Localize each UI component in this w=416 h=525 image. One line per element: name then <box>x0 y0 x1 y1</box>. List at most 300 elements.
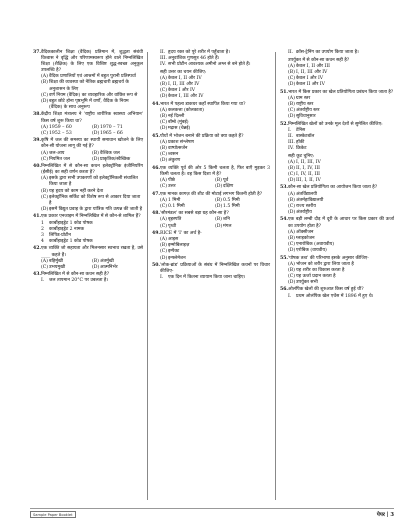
option-text: वैदिक प्रणालियों एवं आश्रमों में बहुत पुरानी प्रतिस्पर्धा <box>49 74 136 80</box>
question-text: RICE में 'I' का अर्थ है- <box>160 231 202 237</box>
option-key: (C) <box>288 107 296 113</box>
option-key: (C) <box>160 88 168 94</box>
option-text: राष्ट्रीय स्तर <box>296 101 314 107</box>
question-number: 43. <box>33 272 41 278</box>
question-block <box>152 211 270 229</box>
question-text: भारत में पहला डाकघर कहाँ स्थापित किया गया था? <box>160 101 246 107</box>
option-key: (B) <box>288 101 295 107</box>
option-key: (B) <box>92 150 99 156</box>
option-text: I, IV, II, III <box>296 171 320 177</box>
question-block <box>280 122 394 152</box>
option-key: (C) <box>288 203 296 209</box>
option-text: ग्राम स्तर <box>296 95 311 101</box>
footer-note: Sample Paper Booklet <box>30 511 76 518</box>
option-key: (D) <box>92 156 100 162</box>
question-block <box>280 90 394 120</box>
option-text: दक्षिण <box>223 183 234 189</box>
answer-option <box>92 131 143 137</box>
option-text: बहिर्मुखी <box>49 258 63 264</box>
option-key: (B) <box>160 243 167 249</box>
option-key: (D) <box>215 203 223 209</box>
question-number: 53. <box>280 185 288 191</box>
question-number: 38. <box>33 112 41 118</box>
question-block <box>33 246 143 270</box>
question-number: 42. <box>33 246 41 252</box>
option-text: अंतर्राष्ट्रीय <box>296 209 312 215</box>
option-key: III. <box>288 139 295 145</box>
question-text: निम्नलिखित खेलों को उनके मूल देशों से सुमेलित कीजिए: <box>288 121 383 127</box>
option-key: (A) <box>41 176 48 182</box>
option-key: (C) <box>288 273 296 279</box>
option-text: जल तापमान 20°C पर उबलता है। <box>49 278 109 284</box>
option-key: (A) <box>288 95 295 101</box>
question-block <box>33 138 143 162</box>
option-text: कार्बोहाइड्रेट 1 कोड पोषक <box>49 220 93 226</box>
question-block <box>152 231 270 261</box>
option-text: केवल I, II और III <box>296 63 330 69</box>
option-text: III, I, II, IV <box>296 177 321 183</box>
option-text: बास्केटबॉल <box>296 133 315 139</box>
option-key: (D) <box>288 247 296 253</box>
option-text: इम्मोबिलाइज़ <box>168 243 190 249</box>
option-key: (B) <box>160 81 167 87</box>
option-text: उभयमुखी <box>49 264 66 270</box>
option-key: (D) <box>160 126 168 132</box>
option-text: अंतर्महाविद्यालयी <box>296 197 324 203</box>
answer-option <box>92 265 143 271</box>
option-key: (A) <box>41 124 48 130</box>
question-number: 40. <box>33 164 41 170</box>
option-key: (B) <box>92 258 99 264</box>
option-text: 1952 – 53 <box>49 130 72 136</box>
question-block <box>280 185 394 215</box>
answer-option <box>33 278 143 284</box>
column-2 <box>152 50 270 283</box>
question-text: सही कूट चुनिए: <box>288 153 315 159</box>
option-text: अंतर्विद्यालयी <box>296 191 317 197</box>
question-block <box>33 112 143 136</box>
option-key: (D) <box>160 158 168 164</box>
question-block <box>33 50 143 111</box>
option-text: 1.5 मिमी <box>223 203 240 209</box>
option-key: I. <box>160 275 164 281</box>
option-text: उपर्युक्त सभी <box>296 279 318 285</box>
option-key: 2 <box>41 226 44 232</box>
option-key: (A) <box>288 159 295 165</box>
question-number: 41. <box>33 214 41 220</box>
option-key: (B) <box>288 165 295 171</box>
question-number <box>280 154 288 160</box>
question-text: कौन-सा खेल प्रतियोगिता का आयोजन किया जाता है? <box>288 185 378 191</box>
option-key: I. <box>288 293 292 299</box>
option-text: अंतर्राष्ट्रीय स्तर <box>296 107 320 113</box>
answer-option <box>280 294 394 300</box>
option-text: पूर्व <box>223 177 229 183</box>
option-text: एनारोबिक (अवायवीय) <box>296 241 335 247</box>
question-block <box>280 58 394 88</box>
footer-rule <box>30 508 394 509</box>
column-divider <box>275 52 276 500</box>
question-text: उपर्युक्त में से कौन-सा कथन सही है? <box>288 57 350 63</box>
option-key: (C) <box>160 120 168 126</box>
option-text: पृथ्वी <box>168 223 177 229</box>
question-block <box>280 217 394 254</box>
answer-option <box>152 275 270 281</box>
question-text: कृषि में जल की समस्या का स्थायी समाधान खोजने के लिए कौन-सी योजना लागू की गई है? <box>41 138 143 150</box>
option-text: कलकत्ता (कोलकाता) <box>168 107 204 113</box>
question-number: 52. <box>280 121 288 127</box>
option-text: हॉकी <box>296 139 305 145</box>
answer-option <box>215 184 270 190</box>
option-key: (D) <box>41 98 49 104</box>
question-stem <box>33 246 143 258</box>
question-number: 39. <box>33 138 41 144</box>
option-text: I, II, III, IV <box>296 159 321 165</box>
option-key: (B) <box>160 145 167 151</box>
option-text: 0.5 मिमी <box>223 197 240 203</box>
option-text: यह हृदय को काम नहीं करने देता <box>49 188 104 194</box>
option-key: (A) <box>160 75 167 81</box>
question-block <box>33 164 143 213</box>
answer-option <box>152 62 270 68</box>
question-text: 'लोक-ब्रांड' प्रक्रियाओं के संबंध में निम्नलिखित कथनों पर विचार कीजिए- <box>160 263 270 275</box>
option-key: (A) <box>160 177 167 183</box>
option-text: एरोबिक (वायवीय) <box>296 247 327 253</box>
option-text: क्रिकेट <box>296 145 307 151</box>
page-number: पेपर | 3 <box>376 512 394 518</box>
option-text: इम्पैक्ट <box>168 249 180 255</box>
question-number: 56. <box>280 287 288 293</box>
option-text: I, II, III और IV <box>296 69 328 75</box>
question-stem <box>152 263 270 275</box>
question-block <box>280 287 394 299</box>
option-key: 1 <box>41 220 44 226</box>
answer-grid <box>33 259 143 271</box>
option-key: (B) <box>41 188 48 194</box>
answer-option <box>152 126 270 132</box>
option-text: वर्ण नियम (वैदिक) का व्यवहारिक और वांछित रूप से <box>49 92 138 98</box>
option-key: (B) <box>215 217 222 223</box>
option-key: (D) <box>288 113 296 119</box>
answer-option <box>280 178 394 184</box>
option-key: (A) <box>160 237 167 243</box>
question-text: पौधों में भोजन बनाने की प्रक्रिया को क्या कहते हैं? <box>160 133 244 139</box>
option-text: यह शरीर का विकास करता है <box>296 267 345 273</box>
option-key: (C) <box>288 171 296 177</box>
question-block <box>33 214 143 244</box>
option-text: श्वसन <box>168 152 179 157</box>
option-text: इसके द्वारा सभी उपकरणों को इलेक्ट्रॉनिकली संचालित किया जाता है <box>49 176 138 188</box>
answer-option <box>33 195 143 207</box>
option-text: 0.1 मिमी <box>168 203 185 209</box>
question-block <box>280 50 394 56</box>
question-block <box>152 50 270 68</box>
answer-grid <box>33 125 143 137</box>
answer-option <box>41 157 92 163</box>
option-text: लिपिड-प्रोटीन <box>49 232 71 238</box>
option-text: राज्य स्तरीय <box>296 203 316 209</box>
question-text: भारत में किस प्रकार का खेल प्रतियोगिता प्रबंधन किया जाता है? <box>288 89 394 95</box>
question-number <box>280 58 288 64</box>
question-number: 46. <box>152 165 160 171</box>
question-text: एक व्यक्ति जो सहायता और मिलनसार स्वभाव रखता है, उसे ____ कहते हैं। <box>41 246 143 258</box>
option-text: इन्फ्लेमेशन <box>168 255 186 261</box>
option-text: अंकुरण <box>168 158 181 164</box>
option-text: सभी प्रोटीन आवश्यक अमीनो अम्ल से बने होते हैं। <box>168 62 251 68</box>
option-text: आत्मनिर्भर <box>100 264 118 270</box>
option-key: (D) <box>288 81 296 87</box>
option-key: (D) <box>215 183 223 189</box>
option-text: प्राकृतिक/स्वैच्छिक <box>100 156 131 162</box>
answer-option <box>215 204 270 210</box>
option-text: केवल I, III और IV <box>168 94 204 100</box>
question-text: सही उत्तर का चयन कीजिए: <box>160 69 207 75</box>
option-key: (D) <box>92 264 100 270</box>
option-key: (B) <box>41 80 48 86</box>
answer-option <box>280 248 394 254</box>
option-key: (B) <box>160 113 167 119</box>
question-number: 55. <box>280 255 288 261</box>
option-text: इसमें विद्युत प्रवाह के द्वारा यांत्रिक गति उत्पन्न की जाती है <box>49 206 143 212</box>
option-text: आइस <box>168 237 179 243</box>
option-key: (A) <box>288 63 295 69</box>
option-text: वैश्विक जल <box>100 150 120 156</box>
question-block <box>280 154 394 184</box>
option-text: टेनिस <box>296 127 306 133</box>
answer-option <box>33 80 143 92</box>
option-text: इलेक्ट्रॉनिक सर्किट को विशेष रूप से आकार दिया जाता है <box>49 194 141 206</box>
option-key: IV. <box>160 62 166 68</box>
option-text: मद्रास (चेन्नई) <box>168 126 191 132</box>
option-key: (C) <box>41 264 49 270</box>
question-number: 37. <box>33 50 41 55</box>
option-key: 4 <box>41 238 44 244</box>
option-text: वाष्पोत्सर्जन <box>168 145 188 151</box>
option-key: (A) <box>288 191 295 197</box>
answer-option <box>160 184 215 190</box>
option-key: (C) <box>160 203 168 209</box>
option-key: (B) <box>92 124 99 130</box>
option-text: एक दिन में कितना व्यायाम किया जाना चाहिए। <box>168 275 246 281</box>
column-divider <box>147 52 148 500</box>
answer-grid <box>33 151 143 163</box>
option-key: (D) <box>215 223 223 229</box>
option-key: (A) <box>41 150 48 156</box>
option-key: II. <box>288 50 294 55</box>
question-number: 44. <box>152 101 160 107</box>
question-text: वैदिककालीन शिक्षा (वैदिक) प्रतिमान में, शुद्धता संबंधी विश्वास ने वृद्धि और परिणामस्वरूप होने वाले निम्नलिखित शिक्षा (शैक्षिक) के लिए एक विशिष्ट शुद्ध-स्वच्छ अनुकूल उपलब्धि है? <box>41 50 143 74</box>
option-key: (C) <box>160 223 168 229</box>
option-key: (C) <box>160 249 168 255</box>
question-text: निम्नलिखित में से कौन-सा कथन इलेक्ट्रॉनिक इंजीनियरिंग (ईसीई) का सही वर्णन करता है? <box>41 164 143 176</box>
option-key: II. <box>288 133 294 139</box>
column-3 <box>280 50 394 301</box>
option-text: प्रकाश संश्लेषण <box>168 139 195 145</box>
option-text: बहुत छोटे होना पृष्ठभूमि में वर्णों, वैदिक के नियम (वैदिक) के साथ अनुरूप <box>49 98 129 110</box>
option-text: 1970 – 71 <box>100 124 123 130</box>
option-text: I, II, III और IV <box>168 81 200 87</box>
question-stem <box>152 166 270 178</box>
option-key: (B) <box>288 197 295 203</box>
question-text: ओलंपिक खेलों की शुरुआत किस वर्ष हुई थी? <box>288 287 364 293</box>
question-block <box>152 166 270 190</box>
answer-option <box>92 157 143 163</box>
option-key: (A) <box>160 217 167 223</box>
option-text: यह ऊर्जा प्रदान करता है <box>296 273 336 279</box>
option-key: (C) <box>41 92 49 98</box>
option-text: बॉम्बे (मुंबई) <box>168 120 189 126</box>
option-key: (A) <box>160 107 167 113</box>
option-key: (A) <box>41 74 48 80</box>
answer-option <box>41 131 92 137</box>
option-text: कार्बोहाइड्रेट 2 नामक <box>49 226 85 232</box>
option-key: (A) <box>41 258 48 264</box>
option-key: (C) <box>160 183 168 189</box>
answer-option <box>280 50 394 56</box>
question-block <box>152 192 270 210</box>
option-text: अंतर्मुखी <box>100 258 114 264</box>
answer-option <box>152 256 270 262</box>
option-text: केवल I, II और IV <box>168 75 202 81</box>
option-text: 1959 – 60 <box>49 124 72 130</box>
option-text: ग्लाइकोजन <box>296 235 315 241</box>
option-key: (D) <box>160 94 168 100</box>
option-key: (C) <box>288 241 296 247</box>
question-block <box>152 134 270 164</box>
option-text: उत्तर <box>168 183 176 189</box>
question-stem <box>33 50 143 74</box>
option-text: हृदय रक्त को पूरे शरीर में पहुँचाता है। <box>168 50 230 55</box>
answer-option <box>33 207 143 213</box>
option-key: (A) <box>160 139 167 145</box>
question-text: केंद्रीय शिक्षा मंत्रालय ने 'राष्ट्रीय शारीरिक स्वास्थ्य अभियान' किस वर्ष शुरू किया था? <box>41 112 143 124</box>
option-text: सुविधानुसार <box>296 113 316 119</box>
option-text: ऑक्सीजन <box>296 229 314 235</box>
option-key: II. <box>160 50 166 55</box>
option-key: (B) <box>215 197 222 203</box>
option-text: प्रथम ओलंपिक खेल एथेंस में 1896 में हुए थे। <box>296 293 374 299</box>
option-key: 3 <box>41 232 44 238</box>
option-text: कार्बोहाइड्रेट 1 कोड पोषक <box>49 238 93 244</box>
answer-option <box>280 210 394 216</box>
option-text: नियमित जल <box>49 156 70 162</box>
option-key: (C) <box>160 152 168 157</box>
question-block <box>152 263 270 281</box>
option-key: (B) <box>288 69 295 75</box>
answer-option <box>33 176 143 188</box>
answer-grid <box>152 217 270 229</box>
column-1 <box>33 50 143 286</box>
answer-option <box>280 280 394 286</box>
option-text: क्रॉस-ट्रेनिंग का उपयोग किया जाता है। <box>296 50 359 55</box>
question-block <box>280 256 394 286</box>
question-number: 50. <box>152 263 160 269</box>
option-key: (A) <box>160 197 167 203</box>
option-key: (D) <box>160 255 168 261</box>
option-text: पीछे <box>168 177 176 183</box>
question-number <box>152 70 160 76</box>
option-key: (A) <box>288 261 295 267</box>
option-text: शिक्षा की व्यवस्था को नैतिक ब्रह्मचारी ब्रह्मचर्य के अनुशासन के लिए <box>49 80 129 92</box>
option-key: (D) <box>288 279 296 285</box>
option-key: (C) <box>41 130 49 136</box>
option-key: (D) <box>288 177 296 183</box>
option-key: (C) <box>41 194 49 200</box>
question-number: 47. <box>152 191 160 197</box>
option-text: अनुवांशिक गुणसूत्र 46 होते हैं। <box>168 56 220 62</box>
option-text: केवल I और IV <box>168 88 196 94</box>
answer-option <box>33 99 143 111</box>
option-key: (B) <box>288 267 295 273</box>
option-key: (D) <box>288 209 296 215</box>
option-key: (B) <box>288 235 295 241</box>
option-key: (D) <box>92 130 100 136</box>
option-text: नई दिल्ली <box>168 113 185 119</box>
answer-option <box>160 224 215 230</box>
answer-option <box>280 114 394 120</box>
answer-option <box>215 224 270 230</box>
question-stem <box>280 217 394 229</box>
option-text: भोजन को शरीर द्वारा लिया जाता है <box>296 261 354 267</box>
option-text: केवल I और IV <box>296 75 324 81</box>
option-text: 1 मिमी <box>168 197 181 203</box>
option-key: (D) <box>41 206 49 212</box>
question-block <box>152 102 270 132</box>
question-number: 49. <box>152 231 160 237</box>
option-text: जल-आय <box>49 150 65 156</box>
option-key: III. <box>160 56 167 62</box>
question-number: 48. <box>152 211 160 217</box>
answer-option <box>280 146 394 152</box>
answer-option <box>33 239 143 245</box>
question-number: 54. <box>280 217 288 223</box>
option-text: केवल II और IV <box>296 81 325 87</box>
option-text: शनि <box>223 217 230 223</box>
option-key: (C) <box>288 75 296 81</box>
option-text: बृहस्पति <box>168 217 182 223</box>
question-text: एक मानक कागज़ की शीट की मोटाई लगभग कितनी होती है? <box>160 191 263 197</box>
option-key: I. <box>288 127 292 133</box>
answer-grid <box>152 178 270 190</box>
question-text: एक बड़ी लम्बी दौड़ में दूरी के आधार पर किस प्रकार की ऊर्जा का उपयोग होता है? <box>288 217 394 229</box>
question-number: 51. <box>280 89 288 95</box>
answer-grid <box>152 198 270 210</box>
option-text: 1965 – 66 <box>100 130 123 136</box>
question-stem <box>33 112 143 124</box>
question-text: 'सौरमंडल' का सबसे बड़ा ग्रह कौन-सा है? <box>160 211 229 217</box>
question-text: एक प्रकार एनजाइम में निम्नलिखित में से कौन-से शामिल हैं? <box>41 214 141 220</box>
option-text: II, I, IV, III <box>296 165 320 171</box>
question-number: 45. <box>152 133 160 139</box>
question-block <box>152 70 270 100</box>
question-text: निम्नलिखित में से कौन-सा कथन सही है? <box>41 272 110 278</box>
answer-option <box>41 265 92 271</box>
question-stem <box>33 138 143 150</box>
answer-option <box>160 204 215 210</box>
question-text: 'पोषक तत्व' की परिभाषा इसके अनुसार कीजिए- <box>288 255 369 261</box>
question-block <box>33 272 143 284</box>
option-key: (A) <box>288 229 295 235</box>
option-text: मंगल <box>223 223 232 229</box>
option-key: (B) <box>215 177 222 183</box>
answer-option <box>152 94 270 100</box>
option-key: I. <box>41 278 45 284</box>
option-key: (C) <box>41 156 49 162</box>
question-stem <box>33 164 143 176</box>
answer-option <box>280 82 394 88</box>
answer-option <box>152 158 270 164</box>
option-key: IV. <box>288 145 294 151</box>
